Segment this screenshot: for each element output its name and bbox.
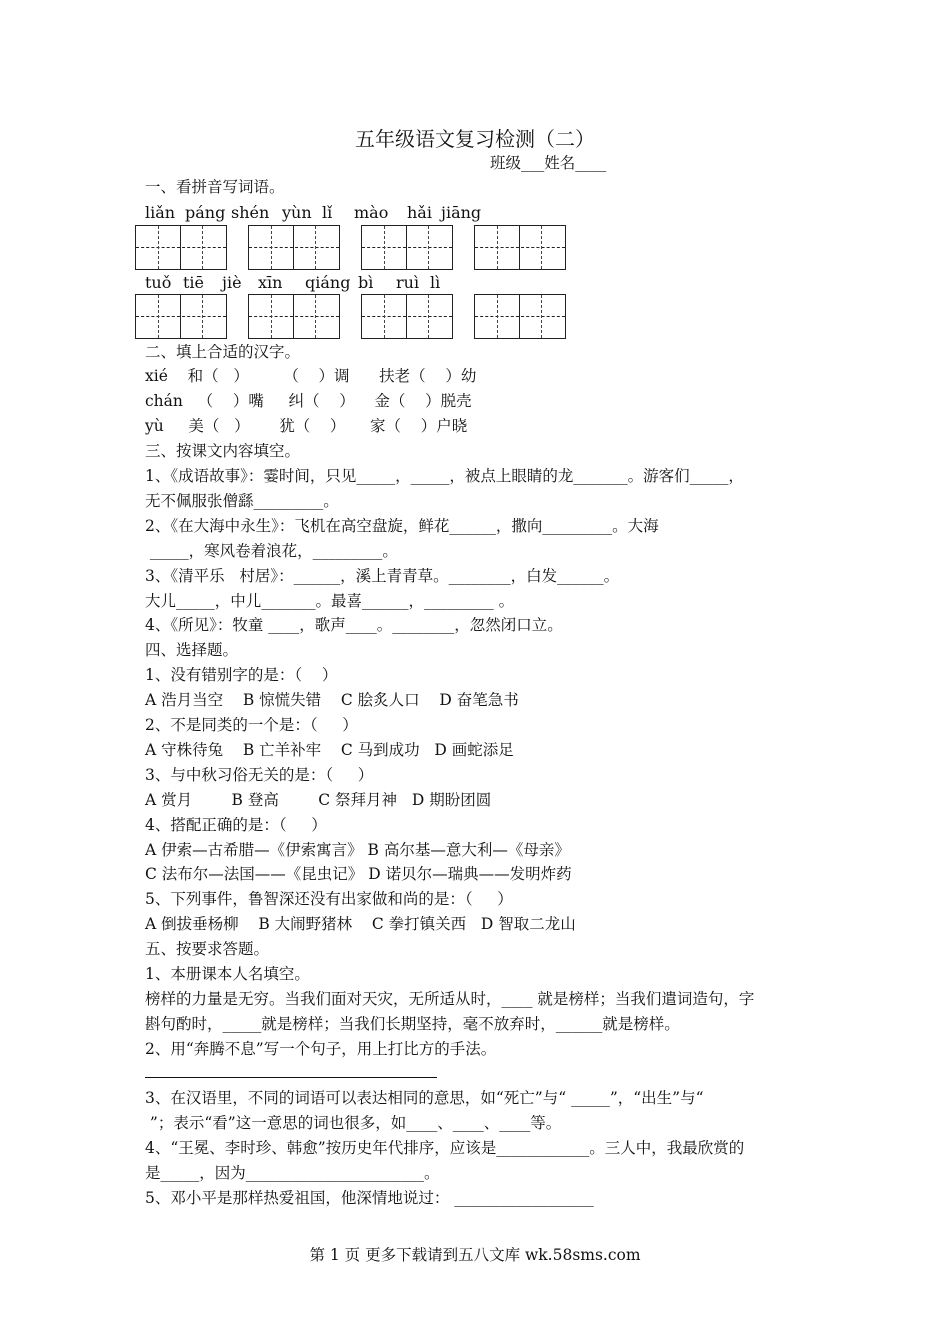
writing-box[interactable] [474,294,566,339]
writing-line[interactable] [145,1077,437,1078]
pinyin: lì [430,273,441,292]
writing-box[interactable] [361,225,453,270]
answer-line: 1、本册课本人名填空。 [145,965,310,983]
writing-box[interactable] [248,225,340,270]
answer-line: 榜样的力量是无穷。当我们面对天灾，无所适从时，____ 就是榜样；当我们遣词造句，字 [145,990,755,1008]
choice-options: A 伊索—古希腊—《伊索寓言》 B 高尔基—意大利—《母亲》 [145,841,570,859]
page-title: 五年级语文复习检测（二） [355,127,595,151]
question-line: 无不佩服张僧繇_________。 [145,492,339,510]
choice-options: A 浩月当空 B 惊慌失错 C 脍炙人口 D 奋笔急书 [145,691,519,709]
choice-options: C 法布尔—法国——《昆虫记》 D 诺贝尔—瑞典——发明炸药 [145,865,572,883]
section5-heading: 五、按要求答题。 [145,940,270,958]
fill-char-line: chán （ ）嘴 纠（ ） 金（ ）脱壳 [145,392,472,410]
section1-heading: 一、看拼音写词语。 [145,178,285,196]
answer-line: 是_____，因为_______________________。 [145,1164,440,1182]
choice-question: 1、没有错别字的是：（ ） [145,666,338,684]
pinyin: páng [185,203,226,222]
choice-options: A 倒拔垂杨柳 B 大闹野猪林 C 拳打镇关西 D 智取二龙山 [145,915,576,933]
class-name-line: 班级___姓名____ [490,154,607,172]
pinyin: ruì [396,273,420,292]
choice-question: 4、搭配正确的是：（ ） [145,816,327,834]
answer-line: ”；表示“看”这一意思的词也很多，如____、____、____等。 [145,1114,562,1132]
choice-options: A 赏月 B 登高 C 祭拜月神 D 期盼团圆 [145,791,492,809]
pinyin: jiè [222,273,242,292]
answer-line: 2、用“奔腾不息”写一个句子，用上打比方的手法。 [145,1040,497,1058]
question-line: 3、《清平乐 村居》：______，溪上青青草。________，白发______。 [145,567,620,585]
pinyin: tuǒ [145,273,172,292]
pinyin: lǐ [322,203,333,222]
pinyin: liǎn [145,203,176,222]
writing-box[interactable] [135,225,227,270]
pinyin: jiāng [441,203,482,222]
pinyin: xīn [258,273,283,292]
writing-box[interactable] [474,225,566,270]
fill-char-line: yù 美（ ） 犹（ ） 家（ ）户晓 [145,417,468,435]
pinyin: qiáng [305,273,351,292]
writing-box[interactable] [248,294,340,339]
choice-question: 5、下列事件，鲁智深还没有出家做和尚的是：（ ） [145,890,513,908]
pinyin: shén [231,203,270,222]
question-line: 1、《成语故事》：霎时间，只见_____，_____，被点上眼睛的龙_______。游客们_____， [145,467,744,485]
pinyin: mào [354,203,389,222]
question-line: 4、《所见》：牧童 ____，歌声____。________，忽然闭口立。 [145,616,563,634]
pinyin: bì [358,273,374,292]
writing-box[interactable] [361,294,453,339]
pinyin: yùn [282,203,312,222]
answer-line: 4、“王冕、李时珍、韩愈”按历史年代排序，应该是____________。三人中，我最欣赏的 [145,1139,745,1157]
section3-heading: 三、按课文内容填空。 [145,442,301,460]
pinyin: hǎi [407,203,432,222]
fill-char-line: xié 和（ ） （ ）调 扶老（ ）幼 [145,367,477,385]
page-footer: 第 1 页 更多下载请到五八文库 wk.58sms.com [309,1246,641,1264]
section4-heading: 四、选择题。 [145,641,239,659]
section2-heading: 二、填上合适的汉字。 [145,343,301,361]
choice-question: 2、不是同类的一个是：（ ） [145,716,358,734]
question-line: 大儿_____，中儿_______。最喜______，_________ 。 [145,592,515,610]
answer-line: 5、邓小平是那样热爱祖国，他深情地说过： __________________ [145,1189,594,1207]
pinyin: tiē [183,273,205,292]
answer-line: 3、在汉语里，不同的词语可以表达相同的意思，如“死亡”与“ _____”，“出生”与“ [145,1089,704,1107]
choice-question: 3、与中秋习俗无关的是：（ ） [145,766,374,784]
choice-options: A 守株待兔 B 亡羊补牢 C 马到成功 D 画蛇添足 [145,741,514,759]
question-line: _____，寒风卷着浪花，_________。 [145,542,398,560]
answer-line: 斟句酌时，_____就是榜样；当我们长期坚持，毫不放弃时，______就是榜样。 [145,1015,680,1033]
question-line: 2、《在大海中永生》：飞机在高空盘旋，鲜花______，撒向_________。大海 [145,517,659,535]
writing-box[interactable] [135,294,227,339]
